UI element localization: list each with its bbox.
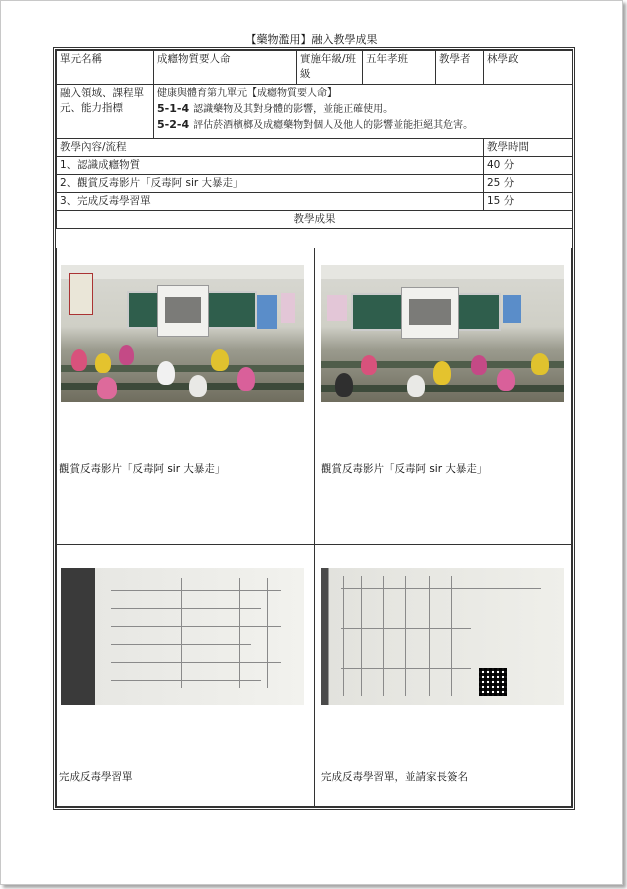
standard-code: 5-1-4 <box>157 102 190 115</box>
grade-label: 實施年級/班級 <box>297 51 363 85</box>
activity-time: 25 分 <box>484 175 573 193</box>
teacher-label: 教學者 <box>436 51 484 85</box>
result-cell <box>56 248 315 545</box>
activity-content: 3、完成反毒學習單 <box>57 193 484 211</box>
results-grid <box>56 248 572 807</box>
table-row <box>57 157 573 175</box>
activity-content: 1、認識成癮物質 <box>57 157 484 175</box>
lesson-report-table <box>53 47 575 810</box>
result-cell <box>315 545 572 807</box>
standard-code: 5-2-4 <box>157 118 190 131</box>
result-caption: 觀賞反毒影片「反毒阿 sir 大暴走」 <box>59 463 226 475</box>
worksheet-photo <box>61 568 304 705</box>
classroom-video-photo <box>61 265 304 402</box>
standard-item <box>157 101 569 117</box>
grade-value: 五年孝班 <box>363 51 436 85</box>
standard-text: 認識藥物及其對身體的影響，並能正確使用。 <box>193 104 394 115</box>
result-cell <box>56 545 315 807</box>
table-row <box>57 193 573 211</box>
domain-content <box>154 85 573 139</box>
domain-line: 健康與體育第九單元【成癮物質要人命】 <box>157 88 337 99</box>
activity-time: 15 分 <box>484 193 573 211</box>
teacher-value: 林學政 <box>484 51 573 85</box>
classroom-video-photo <box>321 265 564 402</box>
activity-content: 2、觀賞反毒影片「反毒阿 sir 大暴走」 <box>57 175 484 193</box>
activity-header-time: 教學時間 <box>484 139 573 157</box>
result-caption: 完成反毒學習單 <box>59 771 133 783</box>
lesson-info-table <box>56 50 573 229</box>
activity-header-content: 教學內容/流程 <box>57 139 484 157</box>
standard-text: 評估菸酒檳榔及成癮藥物對個人及他人的影響並能拒絕其危害。 <box>193 120 474 131</box>
unit-name-value: 成癮物質要人命 <box>154 51 297 85</box>
unit-name-label: 單元名稱 <box>57 51 154 85</box>
domain-label: 融入領域、課程單元、能力指標 <box>57 85 154 139</box>
document-title: 【藥物濫用】融入教學成果 <box>245 33 378 46</box>
results-header: 教學成果 <box>57 211 573 229</box>
result-caption: 觀賞反毒影片「反毒阿 sir 大暴走」 <box>321 463 488 475</box>
qr-code-icon <box>479 668 507 696</box>
result-caption: 完成反毒學習單，並請家長簽名 <box>321 771 468 783</box>
standard-item <box>157 117 569 133</box>
activity-time: 40 分 <box>484 157 573 175</box>
table-row <box>57 175 573 193</box>
worksheet-qr-photo <box>321 568 564 705</box>
result-cell <box>315 248 572 545</box>
